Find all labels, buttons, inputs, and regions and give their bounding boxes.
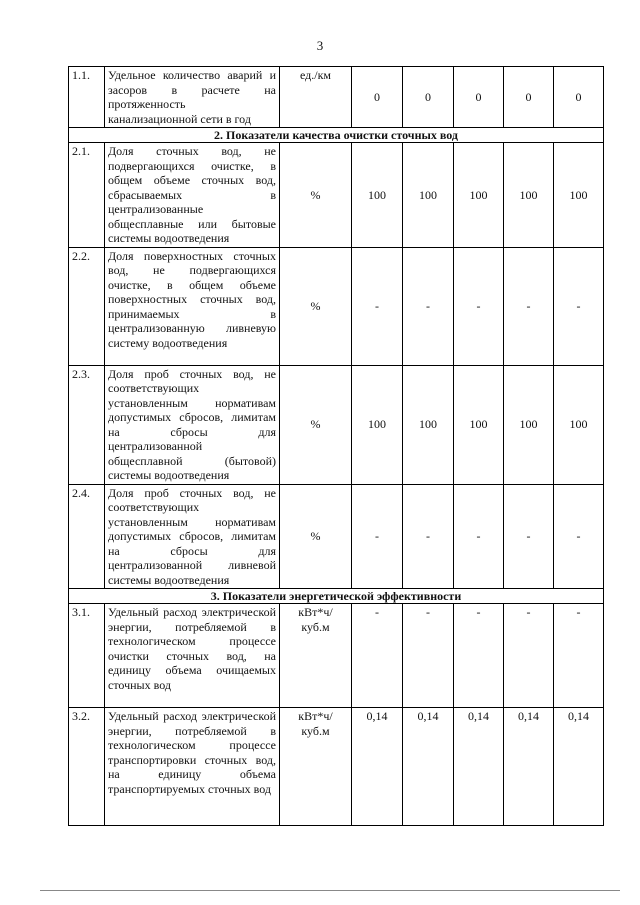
value-cell: - (352, 247, 403, 365)
value-cell: 100 (352, 365, 403, 484)
row-number: 3.2. (69, 708, 105, 826)
section-header-row (69, 589, 604, 604)
value-cell: 100 (504, 365, 554, 484)
value-cell: - (454, 484, 504, 589)
value-cell: 0,14 (352, 708, 403, 826)
value-cell: 100 (403, 143, 454, 248)
unit-cell: ед./км (280, 67, 352, 128)
indicator-name: Доля проб сточных вод, не соответствующих установленным нормативам допустимых сбросов, лимитам на сбросы для централизованной ливневой системы водоотведения (105, 484, 280, 589)
value-cell: 100 (352, 143, 403, 248)
indicator-name: Доля проб сточных вод, не соответствующих установленным нормативам допустимых сбросов, лимитам на сбросы для централизованной общесплавной (бытовой) системы водоотведения (105, 365, 280, 484)
section-title: 2. Показатели качества очистки сточных вод (69, 128, 604, 143)
value-cell: - (554, 484, 604, 589)
value-cell: - (554, 604, 604, 708)
value-cell: 100 (454, 143, 504, 248)
unit-cell: кВт*ч/ куб.м (280, 604, 352, 708)
indicator-name: Доля сточных вод, не подвергающихся очистке, в общем объеме сточных вод, сбрасываемых в централизованные общесплавные или бытовые системы водоотведения (105, 143, 280, 248)
page-bottom-rule (40, 890, 620, 891)
unit-cell: кВт*ч/ куб.м (280, 708, 352, 826)
unit-cell: % (280, 247, 352, 365)
indicators-table (68, 66, 604, 826)
value-cell: - (504, 484, 554, 589)
value-cell: - (403, 247, 454, 365)
value-cell: - (554, 247, 604, 365)
value-cell: 0,14 (554, 708, 604, 826)
value-cell: 0 (352, 67, 403, 128)
unit-cell: % (280, 365, 352, 484)
value-cell: 100 (454, 365, 504, 484)
indicator-name: Доля поверхностных сточных вод, не подвергающихся очистке, в общем объеме поверхностных сточных вод, принимаемых в централизованную ливневую систему водоотведения (105, 247, 280, 365)
table-row (69, 708, 604, 826)
value-cell: - (403, 484, 454, 589)
row-number: 2.2. (69, 247, 105, 365)
value-cell: 100 (403, 365, 454, 484)
value-cell: 100 (504, 143, 554, 248)
value-cell: 0 (554, 67, 604, 128)
value-cell: 0 (454, 67, 504, 128)
value-cell: - (454, 604, 504, 708)
row-number: 2.3. (69, 365, 105, 484)
indicator-name: Удельное количество аварий и засоров в расчете на протяженность канализационной сети в год (105, 67, 280, 128)
value-cell: 0 (403, 67, 454, 128)
row-number: 2.1. (69, 143, 105, 248)
table-row (69, 247, 604, 365)
value-cell: - (504, 247, 554, 365)
row-number: 1.1. (69, 67, 105, 128)
table-row (69, 484, 604, 589)
value-cell: 0,14 (454, 708, 504, 826)
table-row (69, 365, 604, 484)
value-cell: - (352, 484, 403, 589)
table-row (69, 143, 604, 248)
indicator-name: Удельный расход электрической энергии, потребляемой в технологическом процессе очистки сточных вод, на единицу объема очищаемых сточных вод (105, 604, 280, 708)
unit-cell: % (280, 143, 352, 248)
value-cell: 0 (504, 67, 554, 128)
value-cell: - (504, 604, 554, 708)
unit-cell: % (280, 484, 352, 589)
indicator-name: Удельный расход электрической энергии, потребляемой в технологическом процессе транспортировки сточных вод, на единицу объема транспортируемых сточных вод (105, 708, 280, 826)
table-row (69, 604, 604, 708)
section-title: 3. Показатели энергетической эффективности (69, 589, 604, 604)
row-number: 2.4. (69, 484, 105, 589)
value-cell: 100 (554, 365, 604, 484)
page-number: 3 (316, 38, 324, 53)
value-cell: - (403, 604, 454, 708)
row-number: 3.1. (69, 604, 105, 708)
section-header-row (69, 128, 604, 143)
table-row (69, 67, 604, 128)
value-cell: 100 (554, 143, 604, 248)
value-cell: 0,14 (504, 708, 554, 826)
value-cell: - (352, 604, 403, 708)
value-cell: 0,14 (403, 708, 454, 826)
value-cell: - (454, 247, 504, 365)
